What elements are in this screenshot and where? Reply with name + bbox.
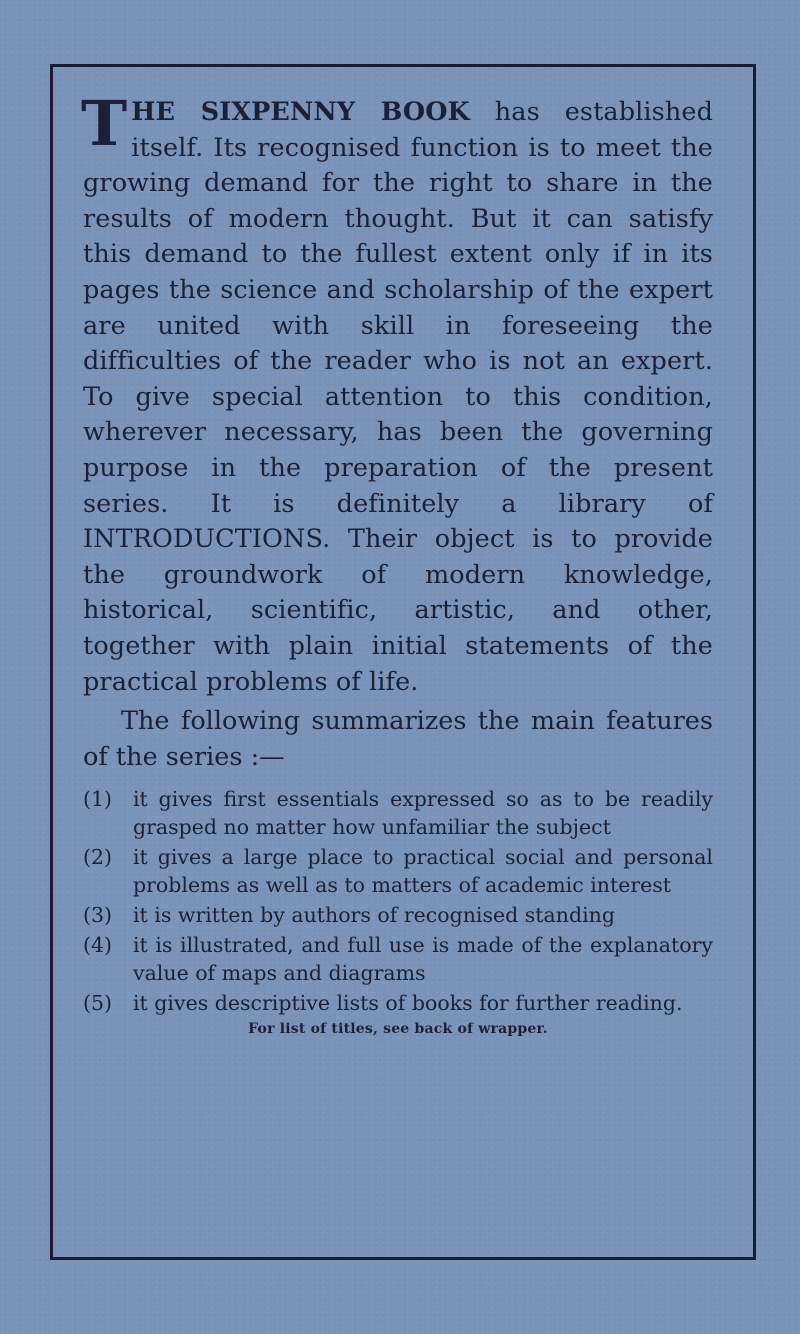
intro-paragraph <box>81 87 713 700</box>
title-lead-words: HE SIXPENNY BOOK <box>131 97 470 127</box>
bordered-panel <box>50 64 756 1260</box>
item-text: it gives a large place to practical social and personal problems as well as to matters of academic interest <box>133 845 713 898</box>
list-item <box>83 989 713 1017</box>
list-item <box>83 931 713 987</box>
features-list <box>83 785 713 1017</box>
item-number: (5) <box>83 991 113 1016</box>
summary-line: The following summarizes the main features of the series :— <box>83 706 713 772</box>
item-text: it gives descriptive lists of books for further reading. <box>133 991 683 1016</box>
list-item <box>83 785 713 841</box>
drop-cap: T <box>81 87 128 160</box>
item-text: it is illustrated, and full use is made of the explanatory value of maps and diagrams <box>133 933 713 986</box>
item-number: (1) <box>83 787 113 812</box>
title-lead <box>81 87 470 160</box>
item-text: it is written by authors of recognised standing <box>133 903 615 928</box>
item-number: (3) <box>83 903 113 928</box>
footnote: For list of titles, see back of wrapper. <box>248 1021 548 1038</box>
item-number: (2) <box>83 845 113 870</box>
list-item <box>83 901 713 929</box>
list-item <box>83 843 713 899</box>
item-text: it gives first essentials expressed so as to be readily grasped no matter how unfamiliar the subject <box>133 787 713 840</box>
intro-body: has established itself. Its recognised function is to meet the growing demand for the right to share in the results of modern thought. But it can satisfy this demand to the fullest extent only if in its pages the science and scholarship of the expert are united with skill in foreseeing the difficulties of the reader who is not an expert. To give special attention to this condition, wherever necessary, has been the governing purpose in the preparation of the present series. It is definitely a library of INTRODUCTIONS. Their object is to provide the groundwork of modern knowledge, historical, scientific, artistic, and other, together with plain initial statements of the practical problems of life. <box>83 97 713 697</box>
item-number: (4) <box>83 933 113 958</box>
